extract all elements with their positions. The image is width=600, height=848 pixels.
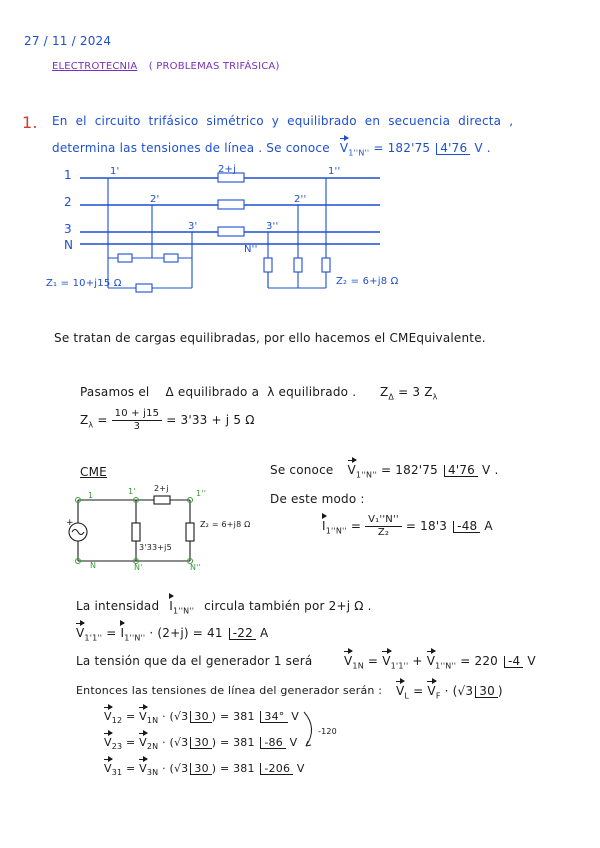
cme-mode: De este modo :	[270, 492, 365, 506]
line-label-3: 3	[64, 222, 72, 236]
lv12-mul: · (√3	[162, 710, 189, 723]
zl-result: = 3'33 + j 5 Ω	[166, 413, 255, 427]
zl-fraction	[112, 408, 163, 433]
subject: ELECTROTECNIA	[52, 61, 138, 72]
line-label-2: 2	[64, 195, 72, 209]
given-eq: = 182'75	[373, 141, 431, 155]
result-3-vec2: V	[382, 654, 391, 668]
lv23-ang30: 30	[190, 737, 211, 749]
lv12-angle: 34°	[260, 711, 287, 723]
line-voltage-31	[104, 762, 305, 777]
problem-line1: En el circuito trifásico simétrico y equilibrado en secuencia directa ,	[52, 114, 514, 128]
zdelta-sub: Δ	[388, 392, 395, 402]
svg-text:+: +	[66, 518, 74, 528]
result-3-eq	[344, 654, 536, 670]
lv12-vec: V	[104, 710, 112, 723]
lv23-eq: =	[126, 736, 136, 749]
lv31-mul: · (√3	[162, 762, 189, 775]
lv12-unit: V	[291, 710, 299, 723]
line-label-n: N	[64, 238, 74, 252]
cme-z2: Z₂ = 6+j8 Ω	[200, 520, 251, 529]
zl-sub: λ	[88, 420, 94, 430]
problem-number: 1.	[22, 113, 38, 132]
lv31-unit: V	[296, 762, 305, 775]
cme-known-angle: 4'76	[444, 465, 478, 477]
zdelta-eq	[380, 385, 438, 401]
result-2	[76, 626, 268, 642]
cme-node-n: N	[90, 561, 97, 570]
conversion-a: Pasamos el	[80, 385, 150, 399]
date: 27 / 11 / 2024	[24, 34, 112, 48]
cme-circuit	[60, 485, 230, 575]
cme-current-vec: I	[322, 519, 326, 533]
result-4-eq	[396, 684, 503, 700]
lv31-res: ) = 381	[211, 762, 255, 775]
result-3	[76, 654, 312, 668]
node-1pp: 1''	[328, 166, 341, 177]
result-1-sub: 1''N''	[173, 606, 195, 616]
lv12-vf: V	[139, 710, 147, 723]
cme-current-sub: 1''N''	[325, 526, 347, 536]
phase-shift-label: -120	[318, 727, 337, 736]
cme-node-1pp: 1''	[196, 489, 207, 498]
given-sub: 1''N''	[348, 148, 370, 158]
cme-known-vec: V	[347, 463, 356, 477]
lv31-vf: V	[139, 762, 147, 775]
result-2-unit: A	[259, 626, 269, 640]
result-1-vec: I	[169, 599, 174, 613]
cme-current-num: V₁''N''	[365, 514, 402, 527]
result-3-eqsign: =	[367, 654, 379, 668]
cme-line-imp: 2+j	[154, 484, 169, 493]
cme-node-npp: N''	[190, 563, 201, 572]
node-2p: 2'	[150, 194, 160, 205]
result-2-sub: 1'1''	[84, 633, 103, 643]
line-voltage-12	[104, 710, 299, 725]
result-4-eqsign: =	[413, 684, 424, 698]
result-1-text: La intensidad	[76, 599, 160, 613]
problem-line2	[52, 141, 491, 157]
lv23-angle: -86	[260, 737, 286, 749]
node-2pp: 2''	[294, 194, 307, 205]
result-4-vl-sub: L	[404, 691, 410, 701]
result-3-vec3: V	[426, 654, 436, 668]
lv12-eq: =	[126, 710, 136, 723]
result-4-close: )	[497, 684, 503, 698]
zl-num: 10 + j15	[112, 408, 163, 421]
lv31-ang30: 30	[190, 763, 211, 775]
z1-label: Z₁ = 10+j15 Ω	[46, 278, 122, 289]
cme-zl: 3'33+j5	[139, 543, 172, 552]
result-2-vec: V	[76, 626, 85, 640]
result-4-vf: V	[427, 684, 436, 698]
conversion-line	[80, 385, 356, 399]
given-angle: 4'76	[436, 143, 470, 155]
conversion-c: λ equilibrado .	[267, 385, 357, 399]
cme-known-eq: = 182'75	[381, 463, 438, 477]
cme-known-text: Se conoce	[270, 463, 334, 477]
result-4-mul: · (√3	[444, 684, 474, 698]
cme-current-angle: -48	[453, 521, 480, 533]
cme-known-sub: 1''N''	[355, 470, 377, 480]
lv31-vf-sub: 3N	[146, 768, 159, 778]
zl: Z	[80, 413, 89, 427]
line-voltage-23	[104, 736, 297, 751]
result-1	[76, 599, 372, 615]
lv23-vf-sub: 2N	[146, 742, 159, 752]
cme-title: CME	[80, 465, 107, 479]
result-4-vl: V	[396, 684, 405, 698]
result-2-sub2: 1''N''	[124, 633, 146, 643]
lv12-vf-sub: 1N	[146, 716, 159, 726]
zdelta: Z	[380, 385, 389, 399]
node-np: N''	[244, 244, 258, 255]
cme-current: $I_{1''N''}$ = $\frac{\text{V₁''N''}}{\text{Z₂}}$ = 18'3 -48 A	[322, 514, 493, 538]
z2-label: Z₂ = 6+j8 Ω	[336, 276, 399, 287]
equivalent-text: Se tratan de cargas equilibradas, por ello hacemos el CMEquivalente.	[54, 331, 486, 345]
topic: ( PROBLEMAS TRIFÁSICA)	[148, 61, 280, 72]
result-4-vf-sub: F	[435, 691, 441, 701]
cme-node-1p: 1'	[128, 487, 136, 496]
lv12-ang30: 30	[190, 711, 211, 723]
conversion-b: Δ equilibrado a	[165, 385, 260, 399]
node-3p: 3'	[188, 221, 198, 232]
lv12-res: ) = 381	[211, 710, 255, 723]
cme-known	[270, 463, 498, 479]
zl-eq: $Z_\lambda$ = $\frac{10 + j15}{3}$ = 3'33 + j 5 Ω	[80, 408, 255, 432]
result-3-sub2: 1'1''	[390, 661, 409, 671]
result-3-angle: -4	[504, 656, 523, 668]
zdelta-rhs: = 3 Z	[398, 385, 433, 399]
cme-current-res: = 18'3	[405, 519, 448, 533]
zdelta-rhs-sub: λ	[432, 392, 438, 402]
cme-known-unit: V .	[482, 463, 499, 477]
lv31-eq: =	[126, 762, 136, 775]
cme-current-den: Z₂	[377, 527, 390, 538]
cme-current-frac	[365, 514, 402, 539]
result-3-res: = 220	[460, 654, 498, 668]
result-3-text: La tensión que da el generador 1 será	[76, 654, 313, 668]
result-2-angle: -22	[229, 628, 256, 640]
result-2-eq: =	[106, 626, 117, 640]
cme-node-np: N'	[134, 563, 143, 572]
result-4-angle: 30	[475, 686, 498, 698]
lv23-unit: V	[289, 736, 298, 749]
given-unit: V .	[474, 141, 491, 155]
cme-current-unit: A	[484, 519, 493, 533]
lv23-sub: 23	[111, 742, 123, 752]
header	[52, 61, 280, 72]
node-3pp: 3''	[266, 221, 279, 232]
line-impedance-label: 2+j	[218, 164, 237, 175]
result-3-sub3: 1''N''	[435, 661, 457, 671]
lv31-angle: -206	[260, 763, 293, 775]
result-3-vec: V	[344, 654, 353, 668]
result-4	[76, 684, 382, 697]
node-1p: 1'	[110, 166, 120, 177]
result-2-vec2: I	[120, 626, 125, 640]
lv23-res: ) = 381	[211, 736, 255, 749]
result-1-text-b: circula también por 2+j Ω .	[204, 599, 372, 613]
result-2-mul: · (2+j) = 41	[149, 626, 223, 640]
result-4-text: Entonces las tensiones de línea del generador serán :	[76, 684, 383, 697]
lv12-sub: 12	[111, 716, 123, 726]
lv23-mul: · (√3	[162, 736, 189, 749]
line-label-1: 1	[64, 168, 72, 182]
lv31-sub: 31	[111, 768, 123, 778]
zl-den: 3	[133, 421, 141, 432]
result-3-unit: V	[527, 654, 536, 668]
lv23-vf: V	[139, 736, 147, 749]
given-vector: V	[339, 141, 349, 155]
problem-line2-text: determina las tensiones de línea . Se conoce	[52, 141, 330, 155]
cme-node-1: 1	[88, 491, 94, 500]
lv23-vec: V	[104, 736, 112, 749]
result-3-sub: 1N	[352, 661, 364, 671]
result-3-plus: +	[412, 654, 423, 668]
lv31-vec: V	[104, 762, 112, 775]
